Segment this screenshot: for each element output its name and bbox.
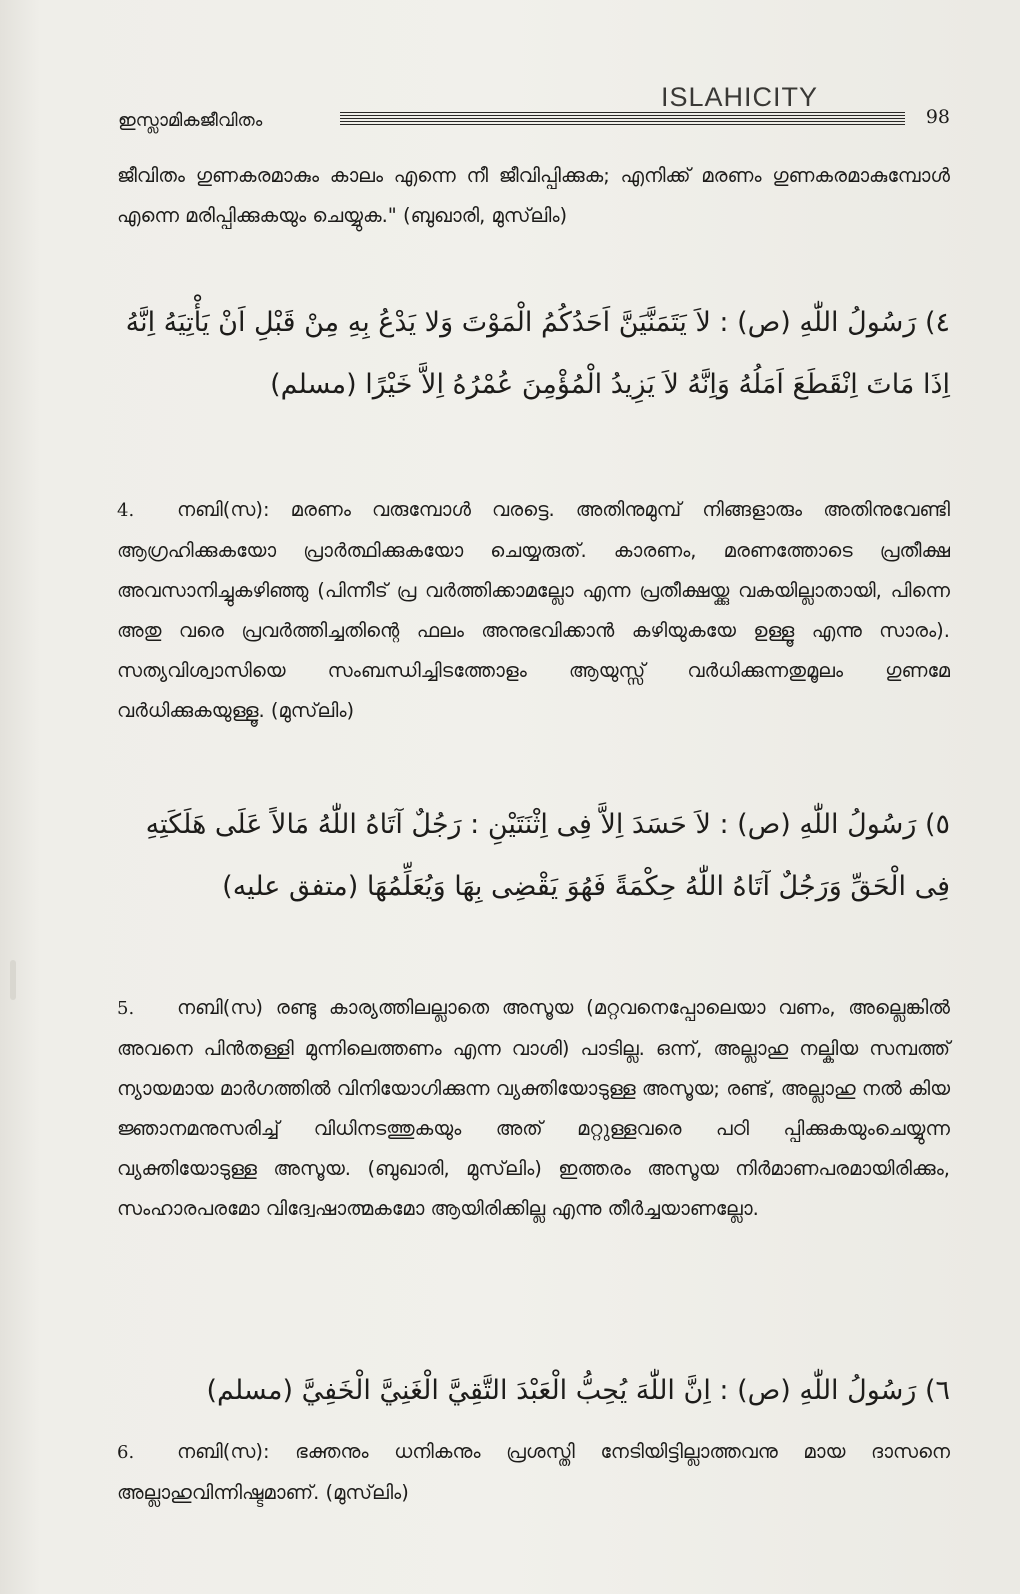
page-edge-mark bbox=[10, 960, 16, 1000]
header-rule bbox=[340, 112, 905, 125]
paragraph-6 bbox=[117, 1432, 950, 1513]
header-title: ഇസ്ലാമികജീവിതം bbox=[118, 110, 263, 131]
item-number-4: 4. bbox=[117, 500, 135, 521]
page-number: 98 bbox=[925, 106, 950, 128]
arabic-hadith-4: ٤) رَسُولُ اللّٰهِ (ص) : لاَ يَتَمَنَّيَنَّ اَحَدُكُمُ الْمَوْتَ وَلا يَدْعُ بِهِ مِنْ قَبْلِ اَنْ يَأْتِيَهُ اِنَّهُ اِذَا مَاتَ اِنْقَطَعَ اَمَلُهُ وَاِنَّهُ لاَ يَزِيدُ الْمُؤْمِنَ عُمْرُهُ اِلاَّ خَيْرًا (مسلم) bbox=[125, 307, 950, 400]
watermark: ISLAHICITY bbox=[661, 82, 819, 112]
paragraph-4 bbox=[117, 490, 950, 731]
running-header bbox=[118, 82, 950, 131]
paragraph-4-text: നബി(സ): മരണം വരുമ്പോൾ വരട്ടെ. അതിനുമുമ്പ് നിങ്ങളാരും അതിനുവേണ്ടി ആഗ്രഹിക്കുകയോ പ്രാർത്ഥിക്കുകയോ ചെയ്യരുത്. കാരണം, മരണത്തോടെ പ്രതീക്ഷ അവസാനിച്ചുകഴിഞ്ഞു (പിന്നീട് പ്ര വർത്തിക്കാമല്ലോ എന്ന പ്രതീക്ഷയ്ക്കു വകയില്ലാതായി, പിന്നെ അതു വരെ പ്രവർത്തിച്ചതിന്റെ ഫലം അനുഭവിക്കാൻ കഴിയുകയേ ഉള്ളൂ എന്നു സാരം). സത്യവിശ്വാസിയെ സംബന്ധിച്ചിടത്തോളം ആയുസ്സ് വർധിക്കുന്നതുമൂലം ഗുണമേ വർധിക്കുകയുള്ളൂ. (മുസ്‌ലിം) bbox=[117, 498, 950, 722]
item-number-6: 6. bbox=[117, 1442, 135, 1463]
paragraph-5 bbox=[117, 988, 950, 1229]
arabic-hadith-6: ٦) رَسُولُ اللّٰهِ (ص) : اِنَّ اللّٰهَ يُحِبُّ الْعَبْدَ التَّقِيَّ الْغَنِيَّ الْخَفِيَّ (مسلم) bbox=[206, 1375, 950, 1406]
paragraph-5-text: നബി(സ) രണ്ടു കാര്യത്തിലല്ലാതെ അസൂയ (മറ്റവനെപ്പോലെയാ വണം, അല്ലെങ്കിൽ അവനെ പിൻതള്ളി മുന്നിലെത്തണം എന്ന വാശി) പാടില്ല. ഒന്ന്, അല്ലാഹു നല്കിയ സമ്പത്ത് ന്യായമായ മാർഗത്തിൽ വിനിയോഗിക്കുന്ന വ്യക്തിയോടുള്ള അസൂയ; രണ്ട്, അല്ലാഹു നൽ കിയ ജ്ഞാനമനുസരിച്ച് വിധിനടത്തുകയും അത് മറ്റുള്ളവരെ പഠി പ്പിക്കുകയുംചെയ്യുന്ന വ്യക്തിയോടുള്ള അസൂയ. (ബുഖാരി, മുസ്‌ലിം) ഇത്തരം അസൂയ നിർമാണപരമായിരിക്കും, സംഹാരപരമോ വിദ്വേഷാത്മകമോ ആയിരിക്കില്ല എന്നു തീർച്ചയാണല്ലോ. bbox=[117, 996, 950, 1220]
paragraph-intro: ജീവിതം ഗുണകരമാകും കാലം എന്നെ നീ ജീവിപ്പിക്കുക; എനിക്ക് മരണം ഗുണകരമാകുമ്പോൾ എന്നെ മരിപ്പിക്കുകയും ചെയ്യുക." (ബുഖാരി, മുസ്‌ലിം) bbox=[117, 164, 950, 227]
item-number-5: 5. bbox=[117, 998, 135, 1019]
paragraph-6-text: നബി(സ): ഭക്തനും ധനികനും പ്രശസ്തി നേടിയിട്ടില്ലാത്തവനു മായ ദാസനെ അല്ലാഹുവിന്നിഷ്ടമാണ്. (മുസ്‌ലിം) bbox=[117, 1440, 950, 1504]
arabic-hadith-5: ٥) رَسُولُ اللّٰهِ (ص) : لاَ حَسَدَ اِلاَّ فِى اِثْنَتَيْنِ : رَجُلٌ آتَاهُ اللّٰهُ مَالاً عَلَى هَلَكَتِهِ فِى الْحَقِّ وَرَجُلٌ آتَاهُ اللّٰهُ حِكْمَةً فَهُوَ يَقْضِى بِهَا وَيُعَلِّمُهَا (متفق عليه) bbox=[145, 809, 950, 902]
